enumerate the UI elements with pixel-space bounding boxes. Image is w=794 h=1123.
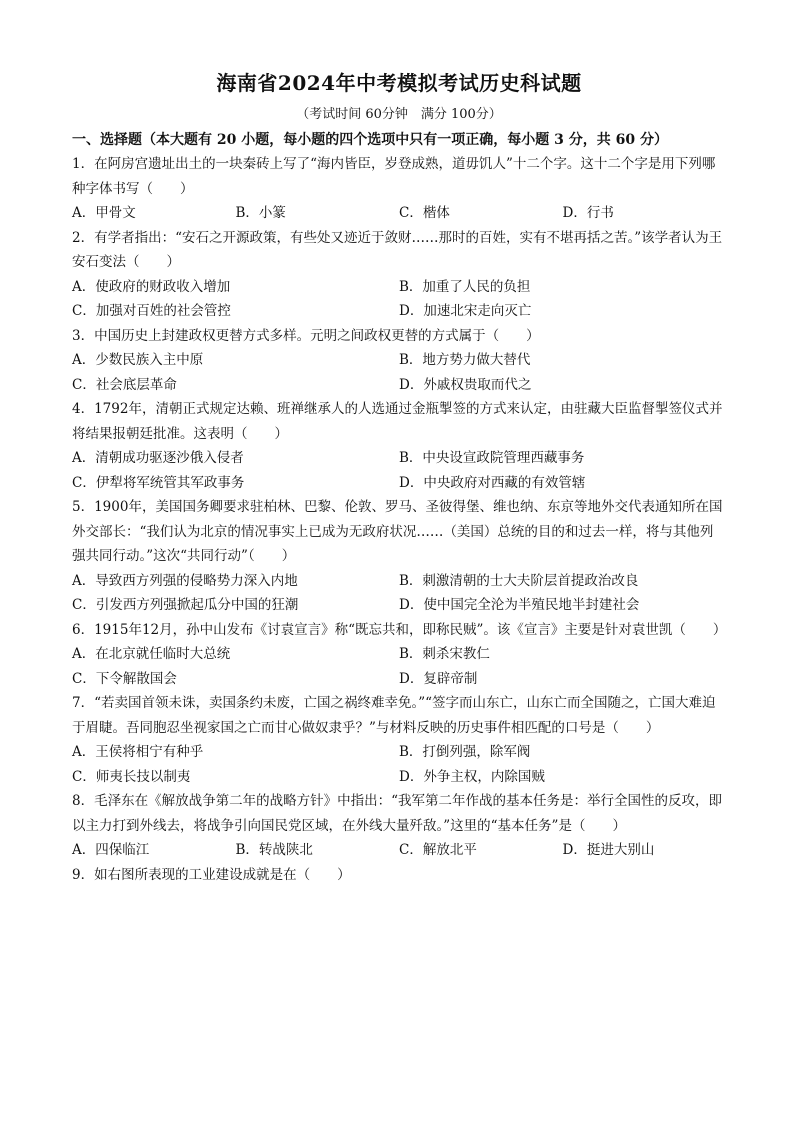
- option-c: C．下令解散国会: [72, 670, 177, 687]
- options: [72, 275, 726, 324]
- option-c: C．加强对百姓的社会管控: [72, 303, 231, 319]
- option-a: A．四保临江: [72, 842, 150, 858]
- question-1: [72, 152, 726, 226]
- option-c: C．解放北平: [399, 842, 477, 858]
- option-d: D．使中国完全沦为半殖民地半封建社会: [399, 597, 640, 613]
- option-c: C．社会底层革命: [72, 376, 177, 393]
- question-2: [72, 226, 726, 324]
- option-b: B．小篆: [235, 205, 286, 221]
- exam-subtitle: （考试时间 60分钟 满分 100分）: [296, 107, 502, 122]
- option-c: C．引发西方列强掀起瓜分中国的狂潮: [72, 597, 299, 613]
- option-a: A．甲骨文: [72, 205, 136, 221]
- option-d: D．加速北宋走向灭亡: [399, 303, 532, 319]
- option-a: A．王侯将相宁有种乎: [72, 744, 204, 760]
- option-d: D．外戚权贵取而代之: [399, 376, 532, 393]
- question-stem: 6．1915年12月，孙中山发布《讨袁宣言》称“既忘共和，即称民贼”。该《宣言》主要是针对袁世凯（ ）: [72, 621, 727, 638]
- question-stem: 5．1900年，美国国务卿要求驻柏林、巴黎、伦敦、罗马、圣彼得堡、维也纳、东京等地外交代表通知所在国外交部长：“我们认为北京的情况事实上已成为无政府状况……（美国）总统的目的和过去一样，将与其他列强共同行动。”这次“共同行动”（ ）: [72, 499, 723, 564]
- exam-title: 海南省2024年中考模拟考试历史科试题: [216, 71, 582, 95]
- option-b: B．打倒列强，除军阀: [399, 744, 531, 760]
- question-6: [72, 618, 726, 692]
- question-4: [72, 397, 726, 495]
- options: [72, 348, 726, 397]
- options: [72, 838, 726, 863]
- option-a: A．使政府的财政收入增加: [72, 278, 231, 295]
- question-7: [72, 691, 726, 789]
- question-stem: 3．中国历史上封建政权更替方式多样。元明之间政权更替的方式属于（ ）: [72, 327, 540, 344]
- question-9: [72, 863, 726, 888]
- option-a: A．少数民族入主中原: [72, 352, 204, 368]
- option-b: B．加重了人民的负担: [399, 278, 531, 295]
- option-d: D．挺进大别山: [562, 842, 655, 858]
- option-d: D．外争主权，内除国贼: [399, 768, 545, 785]
- question-5: [72, 495, 726, 618]
- question-stem: 8．毛泽东在《解放战争第二年的战略方针》中指出：“我军第二年作战的基本任务是：举行全国性的反攻，即以主力打到外线去，将战争引向国民党区域，在外线大量歼敌。”这里的“基本任务”是（ ）: [72, 793, 722, 834]
- options: [72, 569, 726, 618]
- option-a: A．清朝成功驱逐沙俄入侵者: [72, 450, 244, 466]
- options: [72, 740, 726, 789]
- options: [72, 446, 726, 495]
- option-c: C．伊犁将军统管其军政事务: [72, 474, 245, 491]
- option-d: D．行书: [562, 205, 614, 221]
- question-stem: 1．在阿房宫遗址出土的一块秦砖上写了“海内皆臣，岁登成熟，道毋饥人”十二个字。这十二个字是用下列哪种字体书写（ ）: [72, 156, 716, 197]
- question-stem: 7．“若卖国首领未诛，卖国条约未废，亡国之祸终难幸免。”“签字而山东亡，山东亡而全国随之，亡国大难迫于眉睫。吾同胞忍坐视家国之亡而甘心做奴隶乎？”与材料反映的历史事件相匹配的口号是（ ）: [72, 695, 716, 736]
- question-8: [72, 789, 726, 863]
- options: [72, 201, 726, 226]
- question-stem: 4．1792年，清朝正式规定达赖、班禅继承人的人选通过金瓶掣签的方式来认定，由驻藏大臣监督掣签仪式并将结果报朝廷批准。这表明（ ）: [72, 401, 723, 442]
- option-b: B．刺杀宋教仁: [399, 646, 490, 662]
- section-heading: 一、选择题（本大题有 20 小题，每小题的四个选项中只有一项正确，每小题 3 分，共 60 分）: [72, 132, 668, 148]
- option-c: C．楷体: [399, 205, 450, 221]
- option-b: B．刺激清朝的士大夫阶层首提政治改良: [399, 572, 639, 589]
- question-stem: 9．如右图所表现的工业建设成就是在（ ）: [72, 866, 351, 883]
- option-b: B．中央设宣政院管理西藏事务: [399, 450, 585, 466]
- option-c: C．师夷长技以制夷: [72, 768, 191, 785]
- option-a: A．导致西方列强的侵略势力深入内地: [72, 572, 298, 589]
- question-stem: 2．有学者指出：“安石之开源政策，有些处又迹近于敛财……那时的百姓，实有不堪再括之苦。”该学者认为王安石变法（ ）: [72, 229, 723, 270]
- option-b: B．转战陕北: [235, 842, 313, 858]
- option-b: B．地方势力做大替代: [399, 352, 531, 368]
- option-d: D．中央政府对西藏的有效管辖: [399, 474, 586, 491]
- question-3: [72, 324, 726, 398]
- option-a: A．在北京就任临时大总统: [72, 646, 231, 662]
- options: [72, 642, 726, 691]
- option-d: D．复辟帝制: [399, 670, 478, 687]
